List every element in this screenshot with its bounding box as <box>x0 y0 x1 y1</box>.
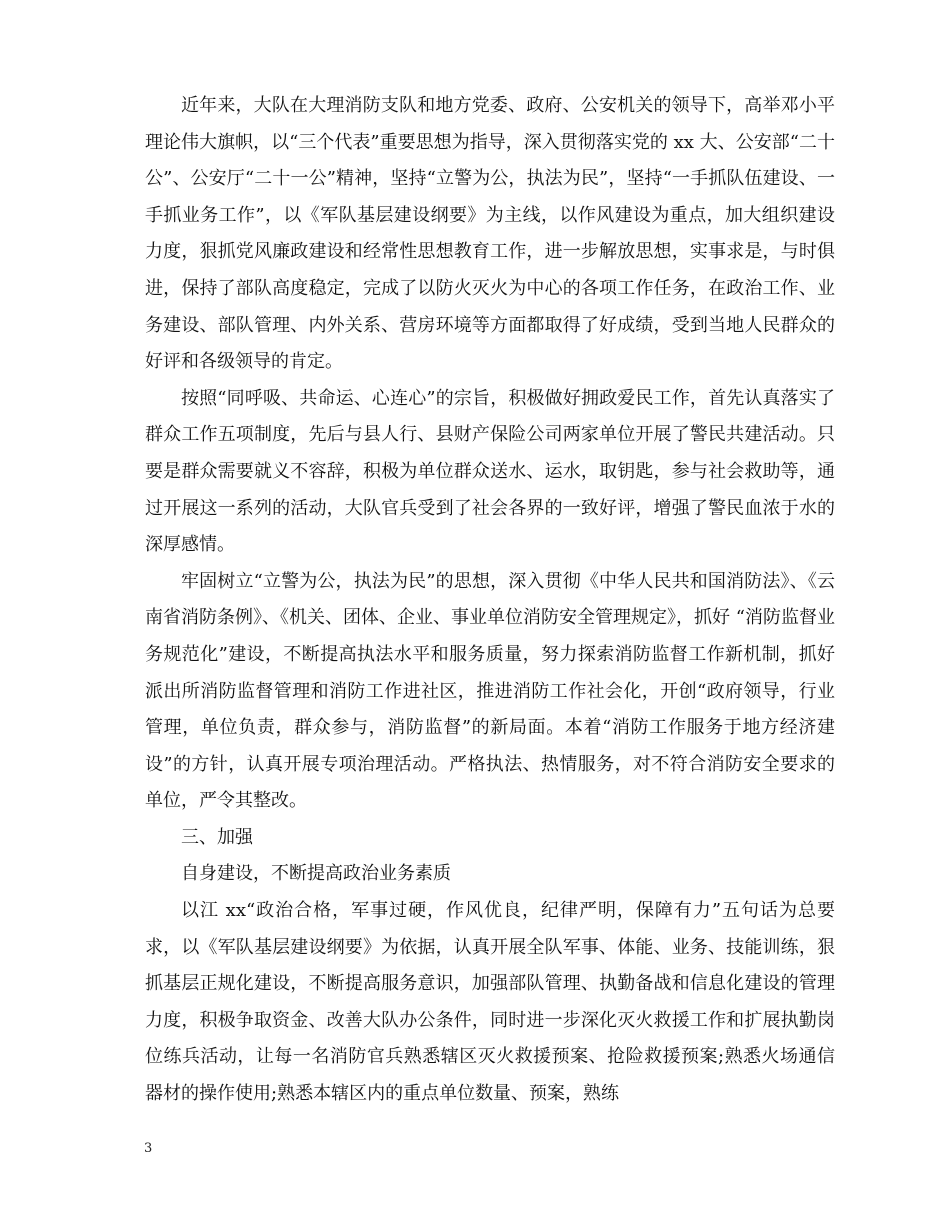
paragraph-4: 以江 xx“政治合格，军事过硬，作风优良，纪律严明，保障有力”五句话为总要求，以《军队基层建设纲要》为依据，认真开展全队军事、体能、业务、技能训练，狠抓基层正规化建设，不断提高服务意识，加强部队管理、执勤备战和信息化建设的管理力度，积极争取资金、改善大队办公条件，同时进一步深化灭火救援工作和扩展执勤岗位练兵活动，让每一名消防官兵熟悉辖区灭火救援预案、抢险救援预案;熟悉火场通信器材的操作使用;熟悉本辖区内的重点单位数量、预案，熟练 <box>145 900 835 1105</box>
paragraph-1: 近年来，大队在大理消防支队和地方党委、政府、公安机关的领导下，高举邓小平理论伟大旗帜，以“三个代表”重要思想为指导，深入贯彻落实党的 xx 大、公安部“二十公”、公安厅“二十一公”精神，坚持“立警为公，执法为民”，坚持“一手抓队伍建设、一手抓业务工作”，以《军队基层建设纲要》为主线，以作风建设为重点，加大组织建设力度，狠抓党风廉政建设和经常性思想教育工作，进一步解放思想，实事求是，与时俱进，保持了部队高度稳定，完成了以防火灭火为中心的各项工作任务，在政治工作、业务建设、部队管理、内外关系、营房环境等方面都取得了好成绩，受到当地人民群众的好评和各级领导的肯定。 <box>145 95 835 373</box>
document-body <box>145 88 835 1113</box>
paragraph-2: 按照“同呼吸、共命运、心连心”的宗旨，积极做好拥政爱民工作，首先认真落实了群众工作五项制度，先后与县人行、县财产保险公司两家单位开展了警民共建活动。只要是群众需要就义不容辞，积极为单位群众送水、运水，取钥匙，参与社会救助等，通过开展这一系列的活动，大队官兵受到了社会各界的一致好评，增强了警民血浓于水的深厚感情。 <box>145 387 835 556</box>
section-heading: 三、加强 <box>181 826 253 848</box>
section-subheading: 自身建设，不断提高政治业务素质 <box>181 863 451 885</box>
paragraph-3: 牢固树立“立警为公，执法为民”的思想，深入贯彻《中华人民共和国消防法》、《云南省消防条例》、《机关、团体、企业、事业单位消防安全管理规定》，抓好 “消防监督业务规范化”建设，不断提高执法水平和服务质量，努力探索消防监督工作新机制，抓好派出所消防监督管理和消防工作进社区，推进消防工作社会化，开创“政府领导，行业管理，单位负责，群众参与，消防监督”的新局面。本着“消防工作服务于地方经济建设”的方针，认真开展专项治理活动。严格执法、热情服务，对不符合消防安全要求的单位，严令其整改。 <box>145 570 835 812</box>
page-number: 3 <box>144 1141 153 1156</box>
